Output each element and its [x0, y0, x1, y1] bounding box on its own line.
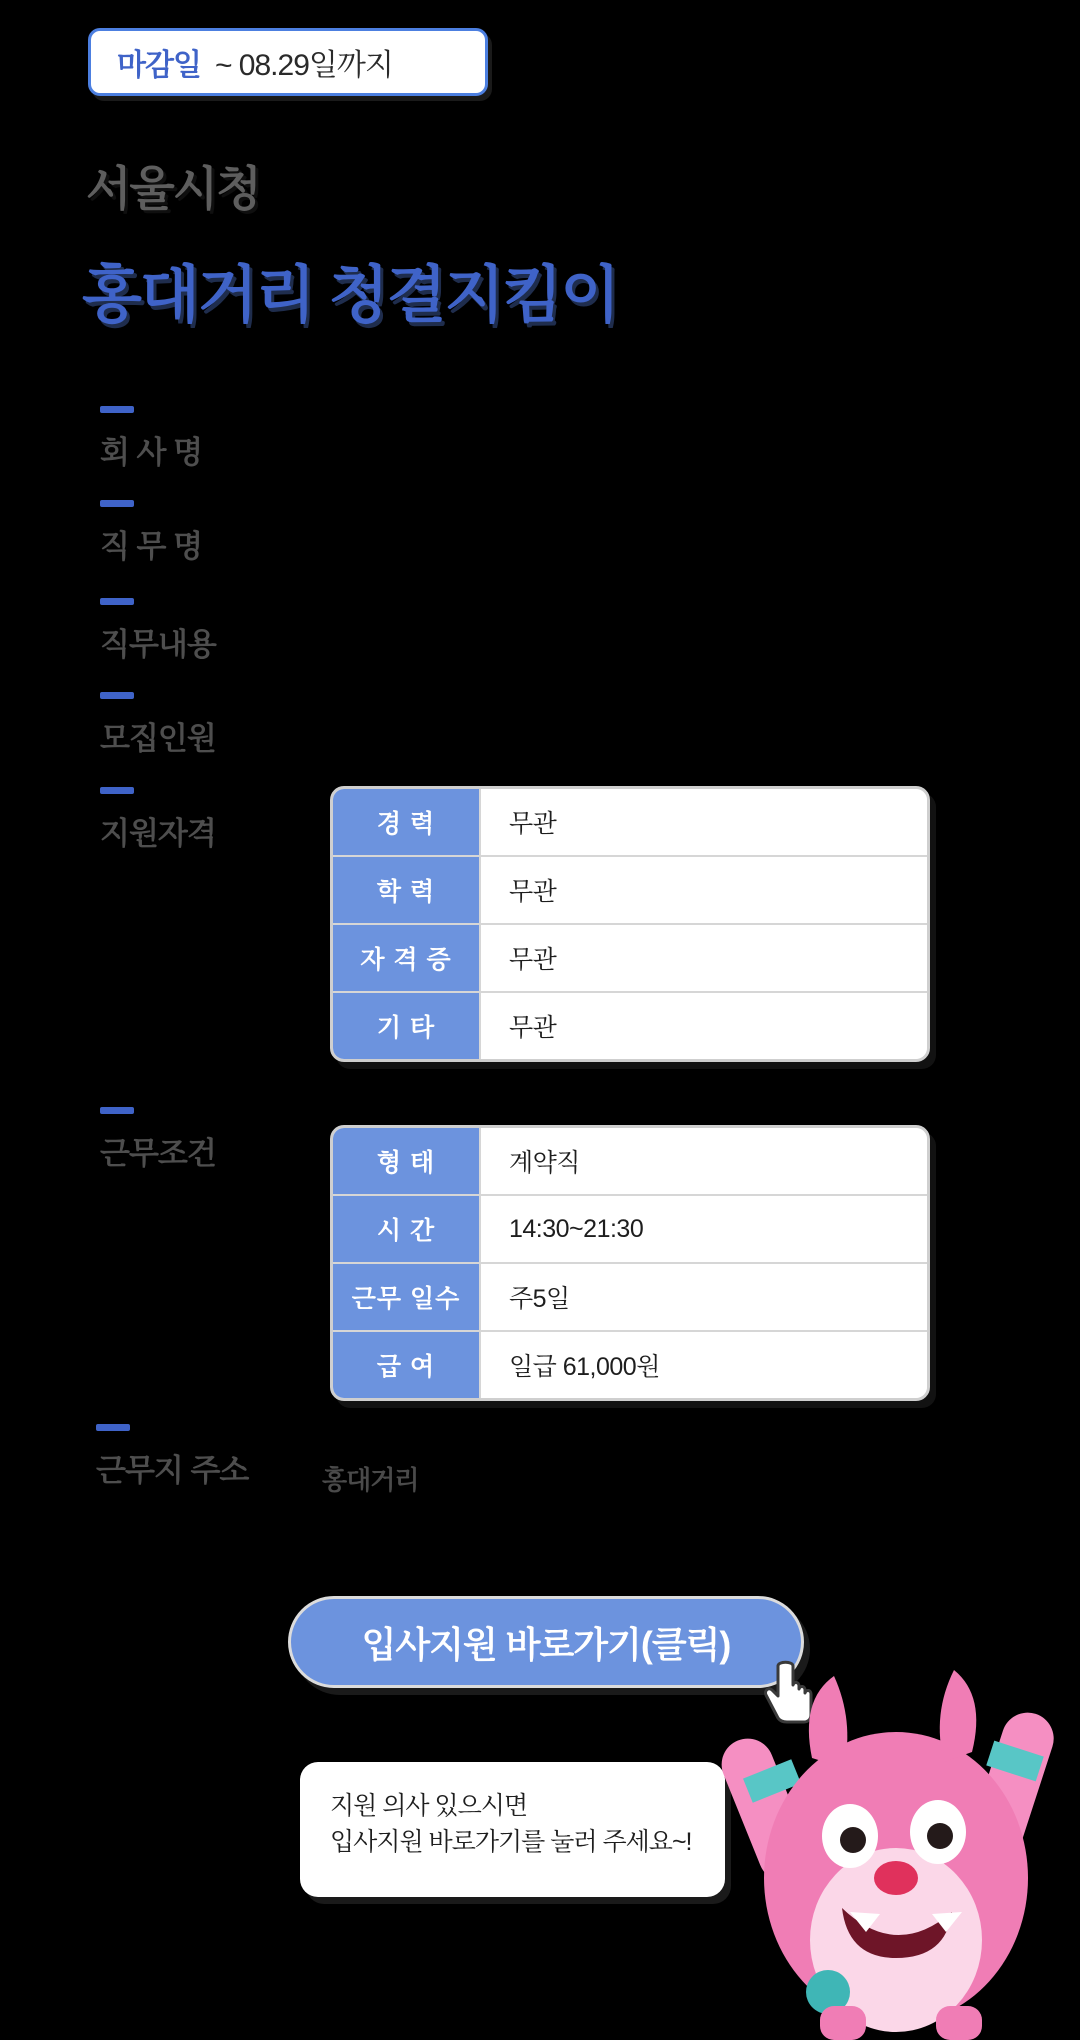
dash-icon	[100, 598, 134, 605]
field-label: 근무조건	[100, 1136, 216, 1171]
table-row-key: 시 간	[333, 1196, 481, 1262]
field-label: 지원자격	[100, 816, 216, 851]
table-row-key: 자 격 증	[333, 925, 481, 991]
field-work-conditions	[100, 1107, 216, 1173]
table-row-value: 무관	[509, 1014, 557, 1042]
speech-bubble-line-1: 지원 의사 있으시면	[330, 1792, 528, 1820]
table-row	[333, 993, 927, 1059]
work-address-value: 홍대거리	[322, 1465, 419, 1495]
table-row	[333, 1264, 927, 1332]
table-row-value: 계약직	[509, 1149, 580, 1177]
page-title: 홍대거리 청결지킴이	[82, 261, 619, 330]
pink-monster-character	[700, 1640, 1080, 2040]
deadline-label: 마감일	[117, 49, 201, 82]
field-label: 직무내용	[100, 627, 216, 662]
dash-icon	[100, 500, 134, 507]
speech-bubble-line-2: 입사지원 바로가기를 눌러 주세요~!	[330, 1828, 692, 1857]
speech-bubble	[300, 1762, 725, 1897]
field-label: 직 무 명	[100, 529, 203, 564]
table-row-value: 주5일	[509, 1285, 570, 1313]
table-row-key: 기 타	[333, 993, 481, 1059]
dash-icon	[100, 406, 134, 413]
table-row-key: 급 여	[333, 1332, 481, 1398]
table-row	[333, 857, 927, 925]
dash-icon	[100, 1107, 134, 1114]
field-label: 모집인원	[100, 721, 216, 756]
table-row-value: 무관	[509, 946, 557, 974]
table-row-value: 일급 61,000원	[509, 1353, 660, 1381]
table-row-value: 무관	[509, 878, 557, 906]
table-row-value: 14:30~21:30	[509, 1214, 644, 1243]
table-row	[333, 1332, 927, 1398]
table-row	[333, 1128, 927, 1196]
field-job-description	[100, 598, 216, 664]
dash-icon	[100, 692, 134, 699]
qualification-table	[330, 786, 930, 1062]
field-company-name	[100, 406, 202, 472]
company-name: 서울시청	[86, 162, 260, 215]
field-qualification	[100, 787, 216, 853]
dash-icon	[100, 787, 134, 794]
deadline-badge	[88, 28, 488, 96]
apply-button-label: 입사지원 바로가기(클릭)	[361, 1623, 731, 1665]
table-row-key: 근무 일수	[333, 1264, 481, 1330]
field-label: 근무지 주소	[96, 1453, 249, 1488]
table-row-key: 학 력	[333, 857, 481, 923]
table-row-key: 형 태	[333, 1128, 481, 1194]
field-label: 회 사 명	[100, 435, 203, 470]
table-row	[333, 789, 927, 857]
deadline-value: ~ 08.29일까지	[214, 49, 393, 82]
table-row	[333, 925, 927, 993]
table-row-key: 경 력	[333, 789, 481, 855]
table-row	[333, 1196, 927, 1264]
work-conditions-table	[330, 1125, 930, 1401]
dash-icon	[96, 1424, 130, 1431]
table-row-value: 무관	[509, 810, 557, 838]
field-work-address	[96, 1424, 248, 1490]
field-headcount	[100, 692, 216, 758]
field-job-name	[100, 500, 202, 566]
